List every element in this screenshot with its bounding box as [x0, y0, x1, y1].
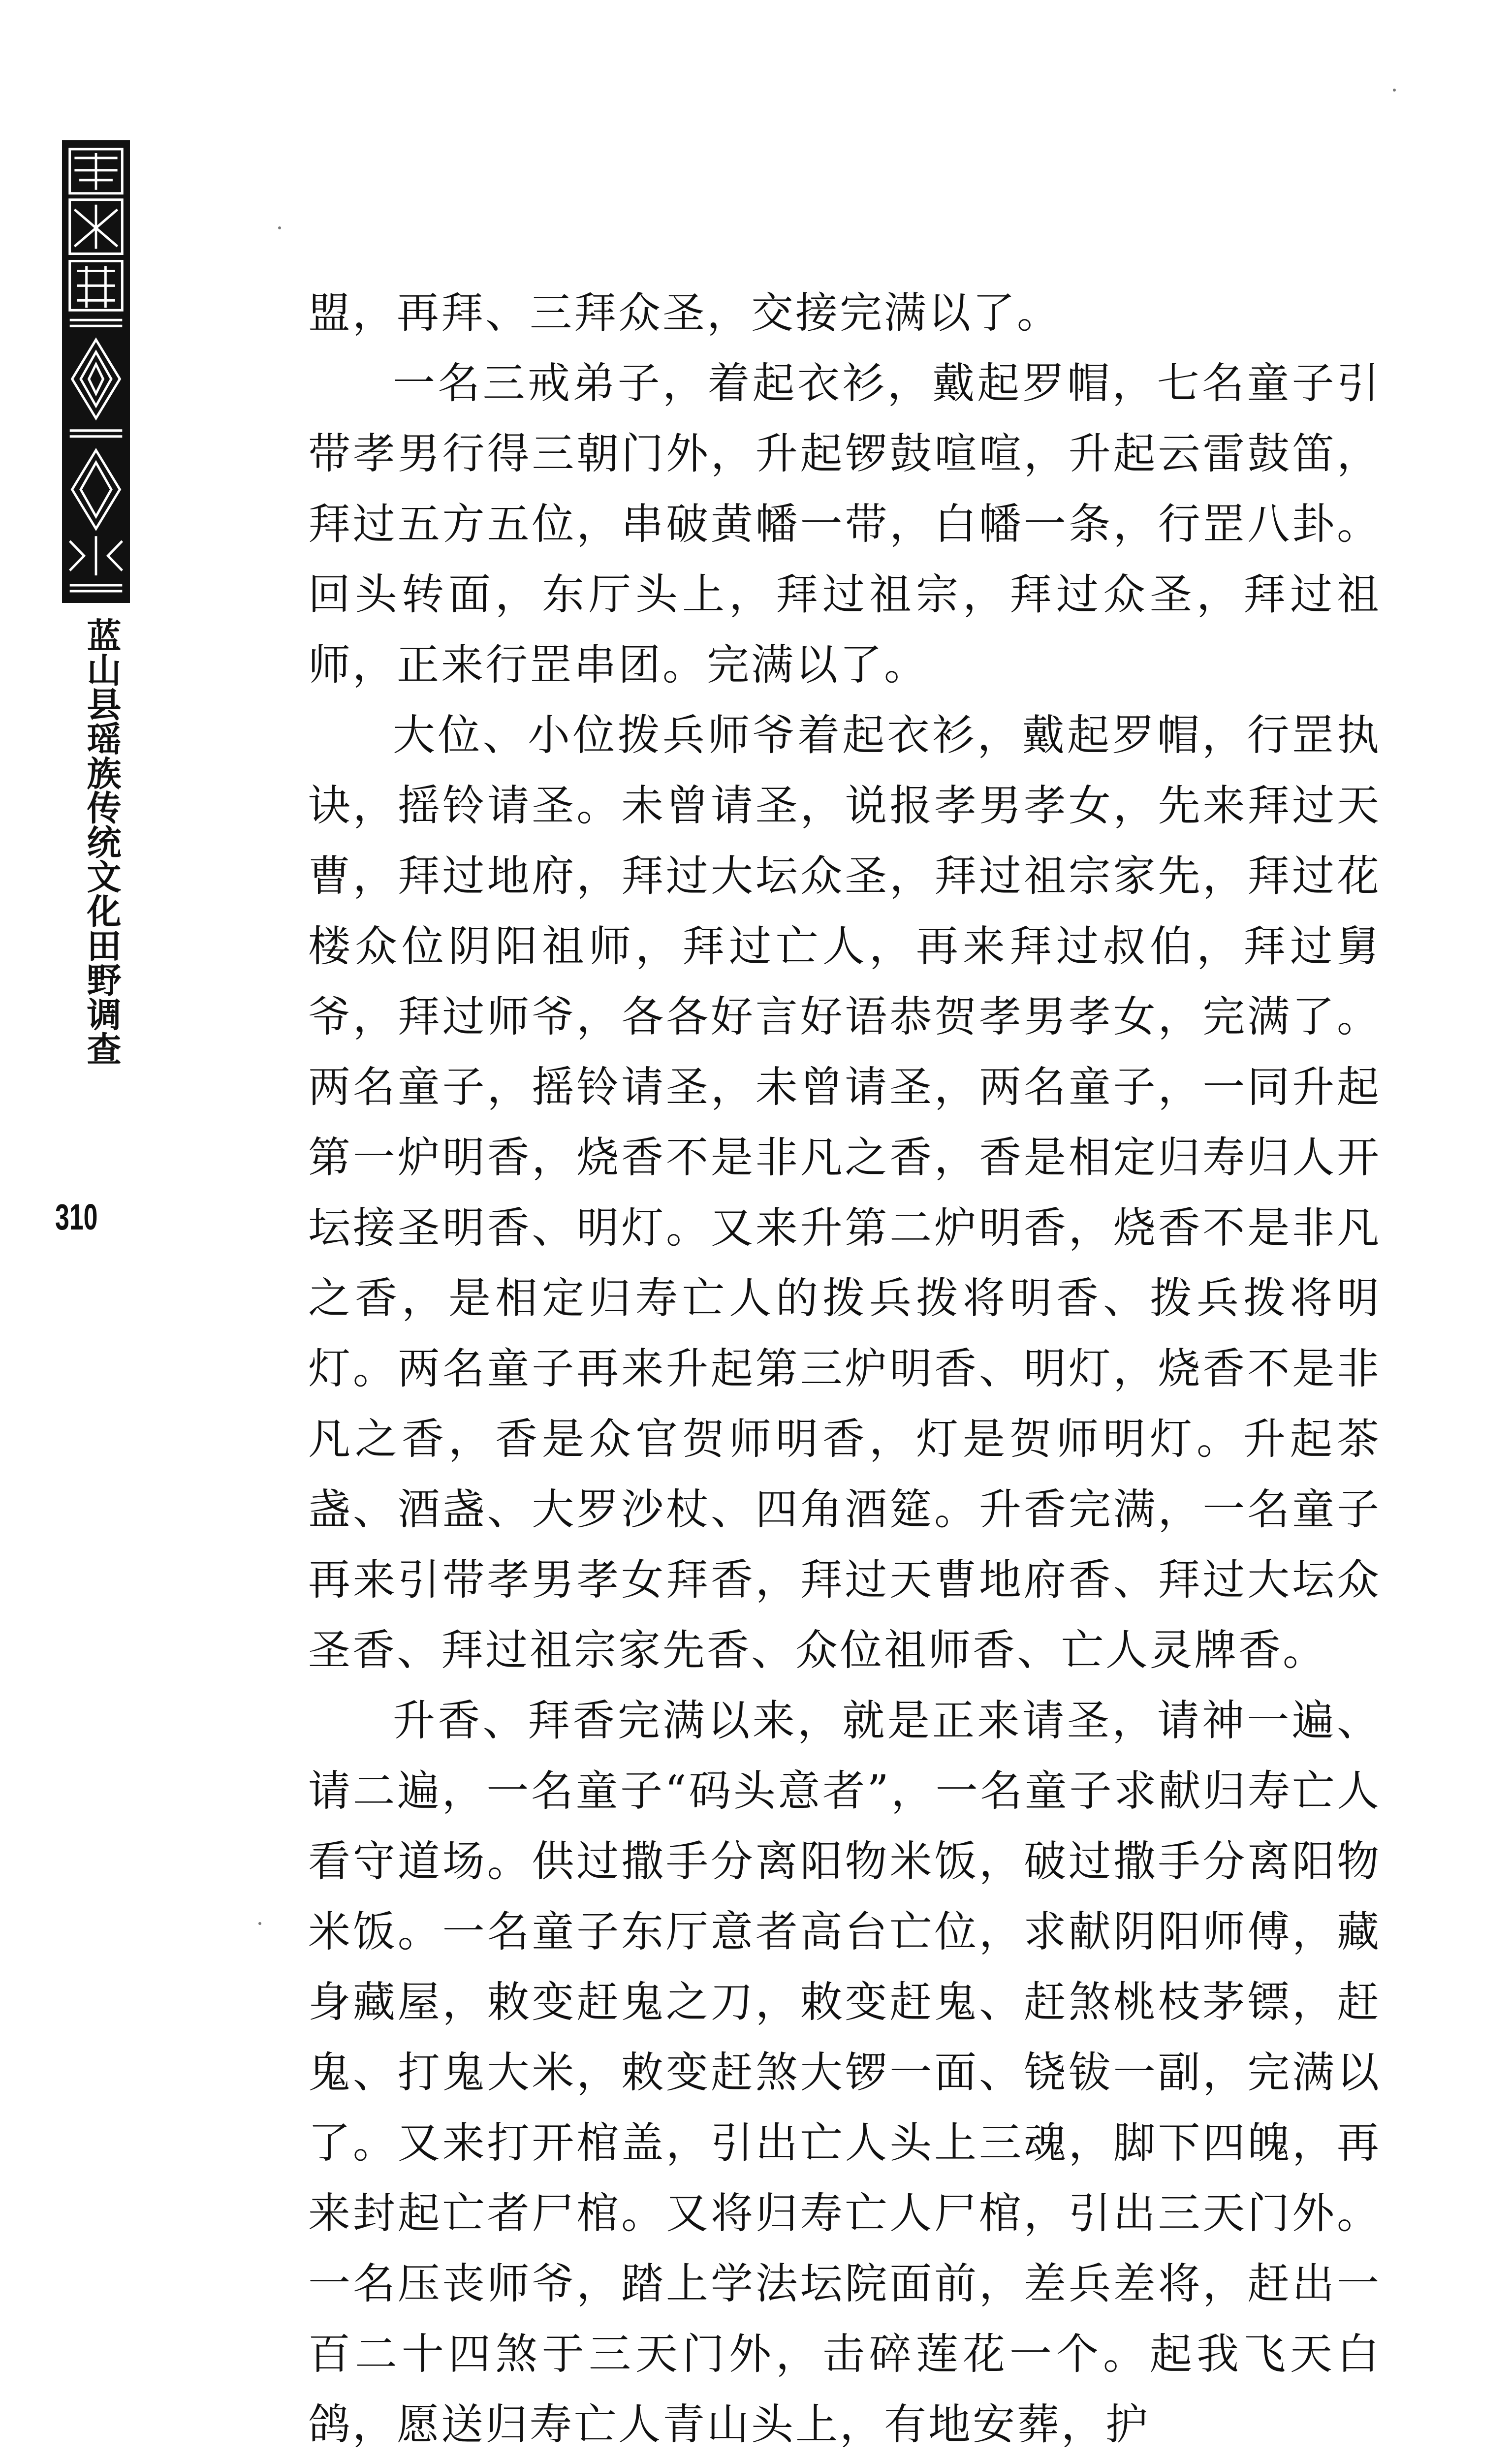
- scan-speck: [278, 226, 281, 229]
- page-number: 310: [55, 1197, 98, 1237]
- paragraph-4: 升香、拜香完满以来，就是正来请圣，请神一遍、请二遍，一名童子“码头意者”，一名童子求献归寿亡人看守道场。供过撒手分离阳物米饭，破过撒手分离阳物米饭。一名童子东厅意者高台亡位，求献阴阳师傅，藏身藏屋，敕变赶鬼之刀，敕变赶鬼、赶煞桃枝茅镖，赶鬼、打鬼大米，敕变赶煞大锣一面、铙钹一副，完满以了。又来打开棺盖，引出亡人头上三魂，脚下四魄，再来封起亡者尸棺。又将归寿亡人尸棺，引出三天门外。一名压丧师爷，踏上学法坛院面前，差兵差将，赶出一百二十四煞于三天门外，击碎莲花一个。起我飞天白鸽，愿送归寿亡人青山头上，有地安葬，护: [308, 1696, 1381, 2449]
- main-text-body: [308, 278, 1381, 2460]
- scan-speck: [1393, 89, 1396, 92]
- scan-speck: [258, 1922, 261, 1925]
- decorative-emblem-pattern: [62, 140, 130, 603]
- paragraph-1: 盟，再拜、三拜众圣，交接完满以了。: [308, 288, 1061, 338]
- book-title-vertical: 蓝山县瑶族传统文化田野调查: [81, 618, 122, 1066]
- emblem-pattern-graphic: [65, 143, 127, 600]
- paragraph-2: 一名三戒弟子，着起衣衫，戴起罗帽，七名童子引带孝男行得三朝门外，升起锣鼓喧喧，升起云雷鼓笛，拜过五方五位，串破黄幡一带，白幡一条，行罡八卦。回头转面，东厅头上，拜过祖宗，拜过众圣，拜过祖师，正来行罡串团。完满以了。: [308, 359, 1381, 690]
- paragraph-3: 大位、小位拨兵师爷着起衣衫，戴起罗帽，行罡执诀，摇铃请圣。未曾请圣，说报孝男孝女，先来拜过天曹，拜过地府，拜过大坛众圣，拜过祖宗家先，拜过花楼众位阴阳祖师，拜过亡人，再来拜过叔伯，拜过舅爷，拜过师爷，各各好言好语恭贺孝男孝女，完满了。两名童子，摇铃请圣，未曾请圣，两名童子，一同升起第一炉明香，烧香不是非凡之香，香是相定归寿归人开坛接圣明香、明灯。又来升第二炉明香，烧香不是非凡之香，是相定归寿亡人的拨兵拨将明香、拨兵拨将明灯。两名童子再来升起第三炉明香、明灯，烧香不是非凡之香，香是众官贺师明香，灯是贺师明灯。升起茶盏、酒盏、大罗沙杖、四角酒筵。升香完满，一名童子再来引带孝男孝女拜香，拜过天曹地府香、拜过大坛众圣香、拜过祖宗家先香、众位祖师香、亡人灵牌香。: [308, 711, 1381, 1675]
